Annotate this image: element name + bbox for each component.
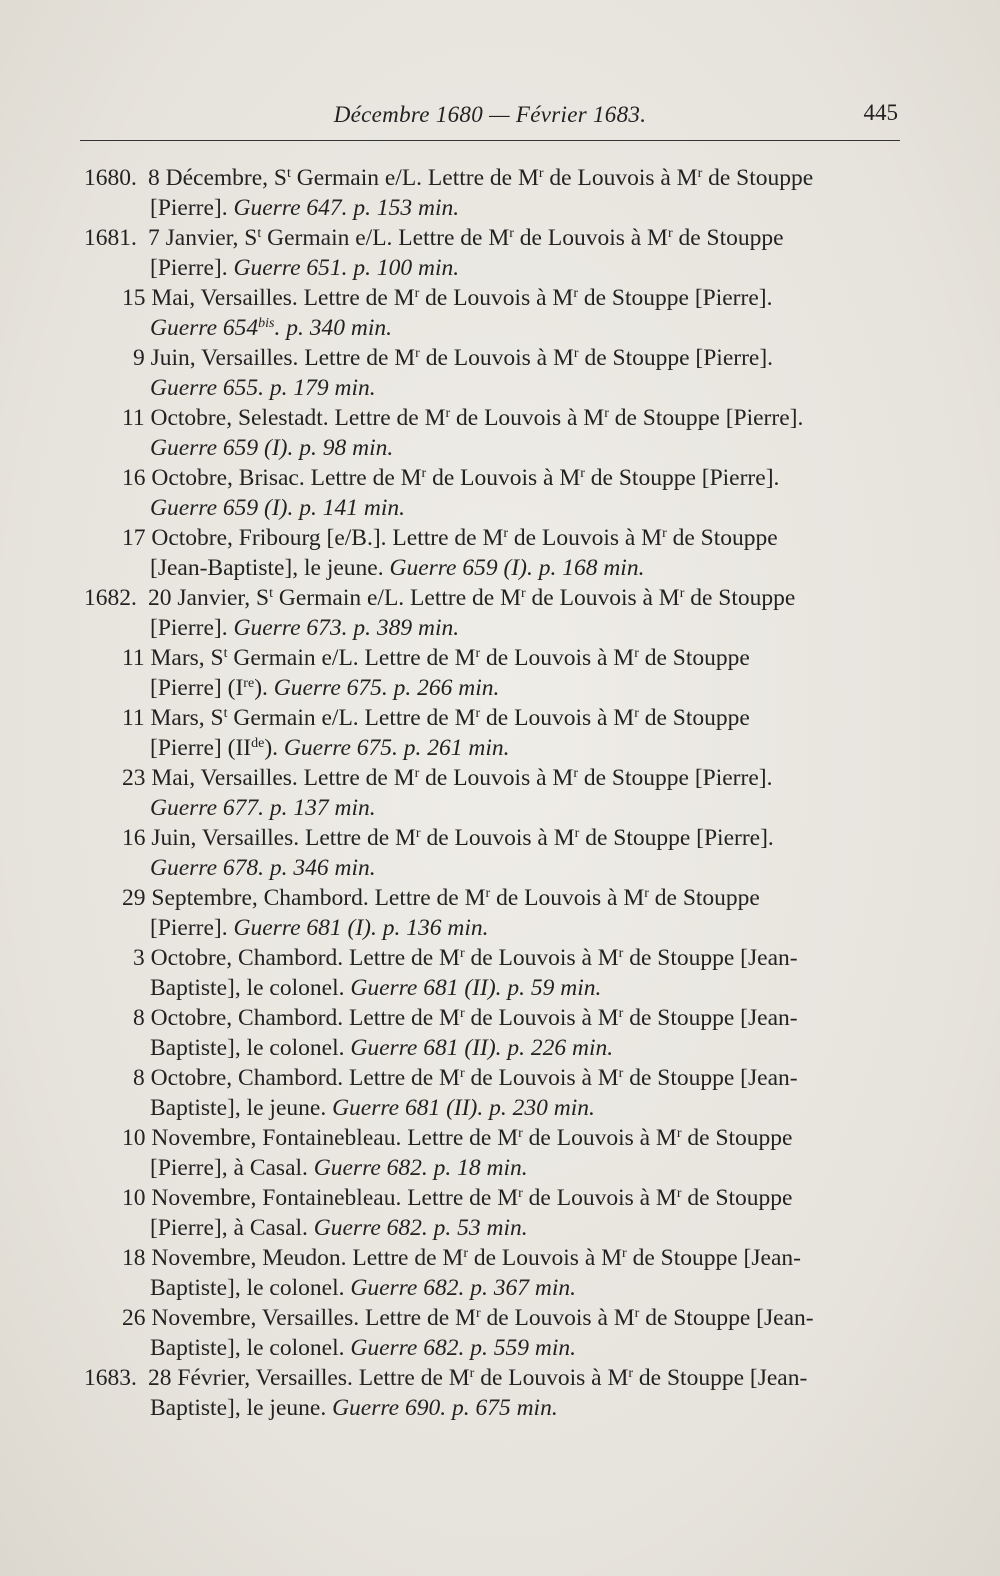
entry-text: 8 Décembre, S [148,165,287,191]
superscript: r [503,526,509,541]
letter-entry [0,703,1000,763]
entry-text: 17 Octobre, Fribourg [e/B.]. Lettre de M [122,525,504,551]
superscript: r [509,226,514,241]
superscript: r [697,166,703,181]
entry-second-line [0,1093,1000,1123]
superscript: r [415,826,421,841]
superscript: r [676,1126,682,1141]
entry-second-line [0,853,1000,883]
letter-entry [0,523,1000,583]
entry-second-line [0,193,1000,223]
entry-first-line [0,403,1000,433]
entry-text: de Stouppe [702,165,814,191]
entry-text: de Stouppe [681,1125,793,1151]
entry-text: de Stouppe [Pierre]. [579,825,774,851]
page-number: 445 [863,100,898,125]
superscript: t [223,706,228,721]
entry-text: 28 Février, Versailles. Lettre de M [148,1365,470,1391]
entry-text: Baptiste], le colonel. [150,1335,351,1361]
archive-reference: Guerre 678. p. 346 min. [150,855,376,881]
superscript: r [445,406,451,421]
entry-text: de Louvois à M [490,885,645,911]
entry-text: Germain e/L. Lettre de M [273,585,521,611]
superscript: r [574,826,580,841]
superscript: r [518,1186,523,1201]
entry-second-line [0,1273,1000,1303]
archive-reference: Guerre 647. p. 153 min. [233,195,460,221]
entry-text: de Stouppe [672,225,784,251]
entry-second-line [0,433,1000,463]
entry-text: 29 Septembre, Chambord. Lettre de M [122,885,486,911]
superscript: de [251,736,265,751]
entry-second-line [0,1333,1000,1363]
archive-reference: Guerre 681 (II). p. 59 min. [350,975,602,1001]
letter-list [0,163,1000,1423]
archive-reference: Guerre 681 (II). p. 230 min. [332,1095,595,1121]
entry-text: 10 Novembre, Fontainebleau. Lettre de M [122,1185,519,1211]
entry-text: de Louvois à M [525,585,680,611]
entry-text: de Stouppe [Pierre]. [608,405,804,431]
entry-text: [Pierre]. [150,915,234,941]
entry-text: de Stouppe [Pierre]. [577,765,773,791]
superscript: t [269,586,274,601]
entry-text: Baptiste], le colonel. [150,1035,351,1061]
archive-reference: Guerre 651. p. 100 min. [233,255,460,281]
letter-entry [0,283,1000,343]
entry-text: de Stouppe [Pierre]. [584,465,780,491]
entry-text: de Louvois à M [426,465,581,491]
running-title: Décembre 1680 — Février 1683. [333,102,647,127]
letter-entry [0,823,1000,883]
entry-text: de Louvois à M [419,285,574,311]
entry-first-line [0,283,1000,313]
entry-text: de Louvois à M [464,1005,619,1031]
entry-text: Germain e/L. Lettre de M [290,165,539,191]
entry-text: 8 Octobre, Chambord. Lettre de M [133,1005,460,1031]
entry-second-line [0,1033,1000,1063]
entry-text: de Louvois à M [513,225,668,251]
entry-second-line [0,493,1000,523]
archive-reference: Guerre 675. p. 266 min. [273,675,500,701]
letter-entry [0,163,1000,223]
entry-text: de Louvois à M [474,1365,629,1391]
entry-text: [Pierre] (I [150,675,244,701]
entry-text: Baptiste], le jeune. [150,1095,333,1121]
superscript: r [676,1186,682,1201]
superscript: re [243,676,255,691]
running-head [80,100,900,141]
superscript: bis [258,316,275,331]
entry-second-line [0,1393,1000,1423]
entry-text: de Louvois à M [419,765,574,791]
superscript: t [287,166,291,181]
entry-text: de Stouppe [Pierre]. [577,285,773,311]
entry-text: de Stouppe [Jean- [626,1245,801,1271]
entry-first-line [0,1003,1000,1033]
entry-second-line [0,1213,1000,1243]
letter-entry [0,343,1000,403]
entry-text: de Louvois à M [464,1065,619,1091]
entry-first-line [0,1303,1000,1333]
entry-second-line [0,373,1000,403]
superscript: r [573,286,578,301]
archive-reference: Guerre 682. p. 53 min. [313,1215,528,1241]
entry-first-line [0,883,1000,913]
superscript: r [618,1066,624,1081]
superscript: r [475,1306,481,1321]
entry-second-line [0,793,1000,823]
entry-text: 15 Mai, Versailles. Lettre de M [122,285,415,311]
entry-text: de Stouppe [638,645,750,671]
letter-entry [0,643,1000,703]
entry-first-line [0,523,1000,553]
entry-text: 9 Juin, Versailles. Lettre de M [133,345,416,371]
superscript: r [634,646,639,661]
archive-reference: Guerre 682. p. 367 min. [350,1275,576,1301]
entry-first-line [0,763,1000,793]
entry-second-line [0,673,1000,703]
superscript: r [518,1126,523,1141]
entry-text: [Pierre]. [150,255,234,281]
entry-text: 8 Octobre, Chambord. Lettre de M [133,1065,460,1091]
entry-first-line [0,1063,1000,1093]
entry-text: Germain e/L. Lettre de M [227,645,476,671]
superscript: r [459,1066,465,1081]
entry-text: de Stouppe [681,1185,793,1211]
entry-text: de Stouppe [638,705,750,731]
letter-entry [0,223,1000,283]
entry-first-line [0,583,1000,613]
entry-text: [Pierre], à Casal. [150,1215,314,1241]
superscript: t [257,226,262,241]
archive-reference: Guerre 681 (I). p. 136 min. [233,915,489,941]
entry-text: de Louvois à M [522,1185,677,1211]
archive-reference: Guerre 654 [150,315,259,341]
entry-text: ). [254,675,274,701]
entry-text: [Pierre]. [150,615,234,641]
superscript: r [459,1006,465,1021]
entry-second-line [0,313,1000,343]
entry-text: de Stouppe [684,585,796,611]
entry-text: 3 Octobre, Chambord. Lettre de M [133,945,460,971]
entry-text: de Louvois à M [467,1245,623,1271]
archive-reference: Guerre 677. p. 137 min. [150,795,376,821]
entry-text: de Stouppe [Jean- [633,1365,808,1391]
letter-entry [0,1063,1000,1123]
entry-text: de Louvois à M [543,165,698,191]
superscript: r [679,586,685,601]
superscript: r [644,886,649,901]
entry-text: de Louvois à M [420,825,575,851]
entry-second-line [0,253,1000,283]
superscript: r [573,766,578,781]
letter-entry [0,1243,1000,1303]
superscript: r [415,346,420,361]
superscript: r [667,226,673,241]
superscript: r [538,166,544,181]
archive-reference: Guerre 682. p. 559 min. [350,1335,576,1361]
superscript: r [604,406,609,421]
entry-second-line [0,613,1000,643]
entry-text: de Stouppe [648,885,760,911]
entry-text: 11 Mars, S [122,645,224,671]
entry-first-line [0,823,1000,853]
entry-first-line [0,163,1000,193]
superscript: r [634,706,639,721]
letter-entry [0,763,1000,823]
entry-text: Germain e/L. Lettre de M [227,705,476,731]
entry-text: de Louvois à M [522,1125,677,1151]
entry-text: 16 Juin, Versailles. Lettre de M [122,825,416,851]
entry-second-line [0,973,1000,1003]
entry-second-line [0,913,1000,943]
letter-entry [0,583,1000,643]
archive-reference: Guerre 690. p. 675 min. [332,1395,558,1421]
superscript: r [573,346,579,361]
entry-first-line [0,463,1000,493]
entry-text: 26 Novembre, Versailles. Lettre de M [122,1305,476,1331]
entry-text: Baptiste], le colonel. [150,1275,351,1301]
entry-text: de Louvois à M [480,645,635,671]
entry-text: 23 Mai, Versailles. Lettre de M [122,765,415,791]
entry-text: de Louvois à M [450,405,605,431]
archive-reference: Guerre 659 (I). p. 98 min. [150,435,394,461]
entry-text: Baptiste], le jeune. [150,1395,333,1421]
entry-text: Germain e/L. Lettre de M [261,225,510,251]
entry-year: 1682. [84,585,137,611]
superscript: r [414,766,420,781]
letter-entry [0,1183,1000,1243]
entry-text: de Stouppe [Jean- [623,1065,798,1091]
entry-first-line [0,1243,1000,1273]
superscript: r [421,466,427,481]
entry-text: 20 Janvier, S [148,585,270,611]
entry-text: de Stouppe [Pierre]. [578,345,774,371]
superscript: r [662,526,667,541]
entry-first-line [0,343,1000,373]
entry-second-line [0,733,1000,763]
entry-text: de Stouppe [Jean- [623,1005,798,1031]
entry-text: 11 Mars, S [122,705,224,731]
entry-text: de Stouppe [Jean- [639,1305,814,1331]
letter-entry [0,1303,1000,1363]
superscript: r [459,946,465,961]
entry-text: de Louvois à M [508,525,663,551]
entry-text: de Stouppe [Jean- [623,945,798,971]
entry-text: de Louvois à M [480,705,635,731]
superscript: r [580,466,585,481]
archive-reference: . p. 340 min. [274,315,392,341]
letter-entry [0,1003,1000,1063]
archive-reference: Guerre 655. p. 179 min. [150,375,376,401]
entry-first-line [0,1363,1000,1393]
entry-text: de Louvois à M [480,1305,635,1331]
archive-reference: Guerre 659 (I). p. 141 min. [150,495,405,521]
entry-text: de Louvois à M [464,945,619,971]
entry-text: 11 Octobre, Selestadt. Lettre de M [122,405,446,431]
entry-text: ). [264,735,284,761]
entry-text: 18 Novembre, Meudon. Lettre de M [122,1245,464,1271]
entry-second-line [0,1153,1000,1183]
superscript: r [634,1306,640,1321]
entry-first-line [0,703,1000,733]
letter-entry [0,463,1000,523]
entry-text: [Pierre] (II [150,735,252,761]
entry-year: 1680. [84,165,137,191]
entry-text: 16 Octobre, Brisac. Lettre de M [122,465,422,491]
entry-second-line [0,553,1000,583]
letter-entry [0,1363,1000,1423]
entry-first-line [0,223,1000,253]
archive-reference: Guerre 659 (I). p. 168 min. [389,555,645,581]
entry-year: 1681. [84,225,137,251]
letter-entry [0,883,1000,943]
superscript: r [618,946,624,961]
superscript: r [469,1366,475,1381]
entry-text: 10 Novembre, Fontainebleau. Lettre de M [122,1125,519,1151]
letter-entry [0,403,1000,463]
entry-text: de Louvois à M [419,345,574,371]
entry-text: [Pierre]. [150,195,234,221]
superscript: r [485,886,491,901]
entry-first-line [0,1183,1000,1213]
entry-text: Baptiste], le colonel. [150,975,351,1001]
superscript: r [414,286,420,301]
archive-reference: Guerre 681 (II). p. 226 min. [350,1035,614,1061]
superscript: r [475,646,481,661]
superscript: r [628,1366,634,1381]
entry-first-line [0,1123,1000,1153]
superscript: t [223,646,228,661]
entry-first-line [0,643,1000,673]
entry-text: de Stouppe [666,525,778,551]
entry-text: [Pierre], à Casal. [150,1155,314,1181]
superscript: r [463,1246,468,1261]
letter-entry [0,943,1000,1003]
superscript: r [622,1246,627,1261]
archive-reference: Guerre 675. p. 261 min. [283,735,510,761]
archive-reference: Guerre 682. p. 18 min. [313,1155,528,1181]
archive-reference: Guerre 673. p. 389 min. [233,615,460,641]
entry-text: 7 Janvier, S [148,225,258,251]
letter-entry [0,1123,1000,1183]
superscript: r [618,1006,624,1021]
superscript: r [520,586,526,601]
entry-text: [Jean-Baptiste], le jeune. [150,555,390,581]
entry-first-line [0,943,1000,973]
entry-year: 1683. [84,1365,137,1391]
superscript: r [475,706,481,721]
